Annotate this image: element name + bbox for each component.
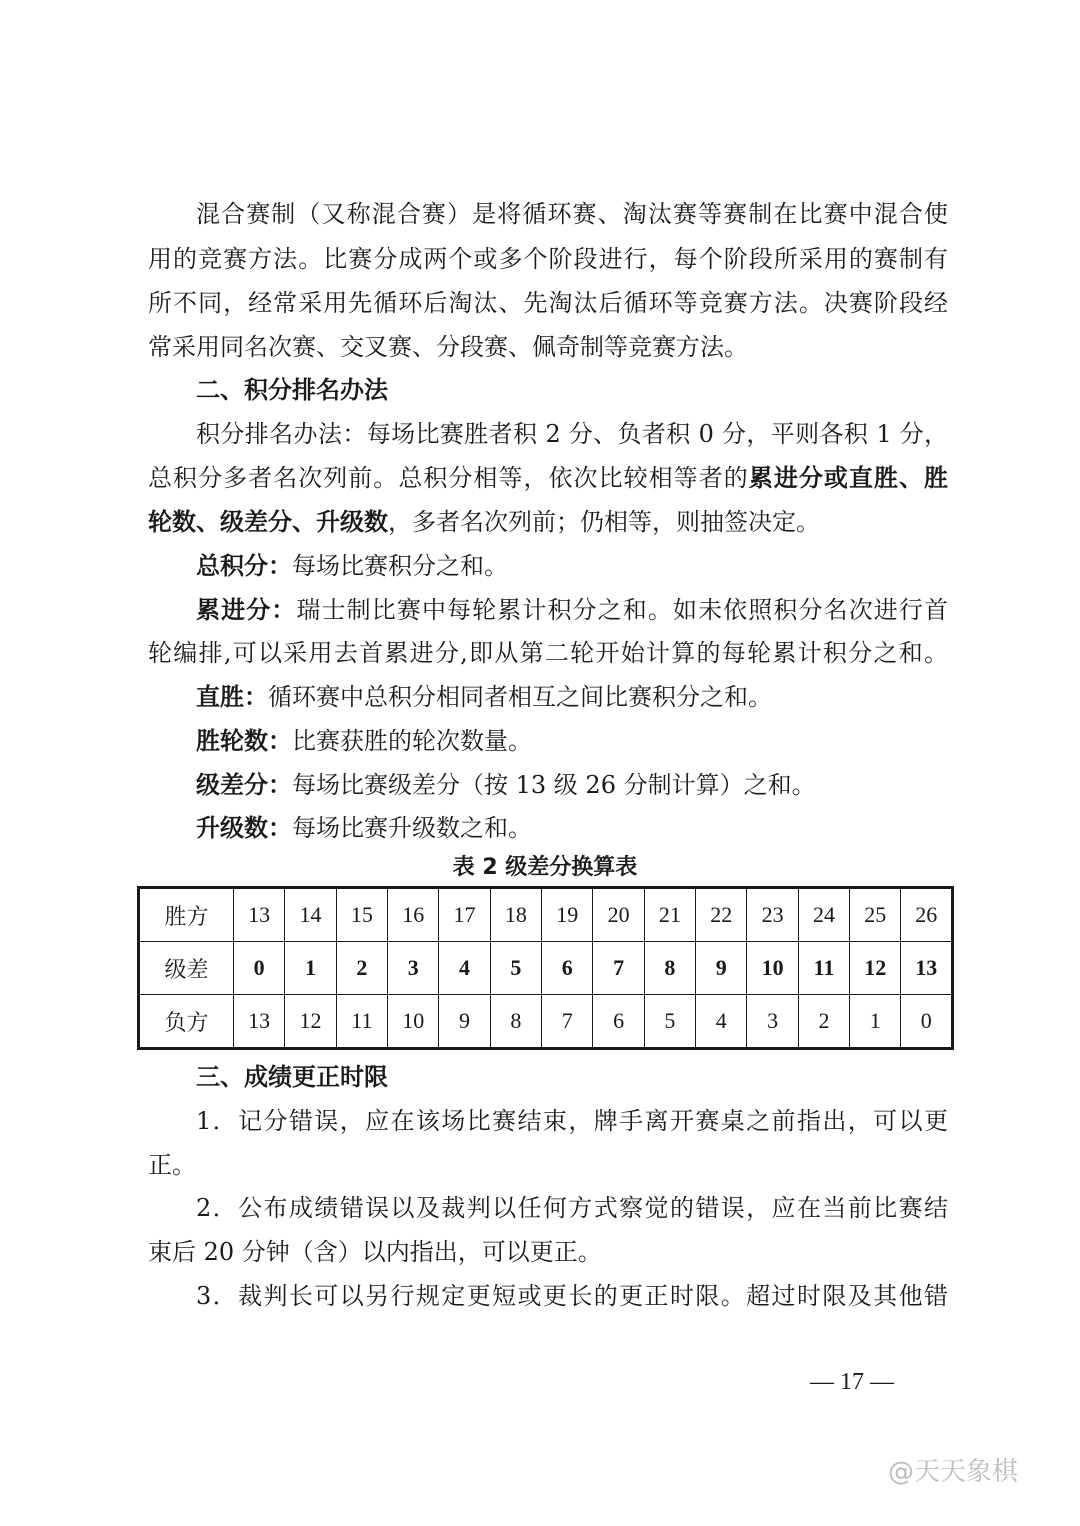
paragraph-line: 所不同，经常采用先循环后淘汰、先淘汰后循环等竞赛方法。决赛阶段经 bbox=[148, 289, 948, 317]
paragraph-line: 正。 bbox=[148, 1151, 196, 1179]
paragraph-line: 2．公布成绩错误以及裁判以任何方式察觉的错误，应在当前比赛结 bbox=[196, 1194, 948, 1222]
table-cell: 2 bbox=[798, 995, 849, 1049]
table-cell: 8 bbox=[490, 995, 541, 1049]
table-cell: 10 bbox=[747, 942, 798, 995]
table-cell: 26 bbox=[901, 888, 953, 942]
paragraph-line: 混合赛制（又称混合赛）是将循环赛、淘汰赛等赛制在比赛中混合使 bbox=[196, 200, 948, 228]
table-cell: 12 bbox=[285, 995, 336, 1049]
row-header: 级差 bbox=[139, 942, 234, 995]
table-cell: 6 bbox=[542, 942, 593, 995]
definition-text: 瑞士制比赛中每轮累计积分之和。如未依照积分名次进行首 bbox=[296, 596, 949, 624]
definition-line bbox=[196, 544, 948, 588]
table-cell: 16 bbox=[388, 888, 439, 942]
table-cell: 21 bbox=[644, 888, 695, 942]
definition-text: 每场比赛升级数之和。 bbox=[292, 814, 532, 842]
paragraph-line bbox=[148, 500, 948, 544]
table-cell: 13 bbox=[901, 942, 953, 995]
paragraph-line: 3．裁判长可以另行规定更短或更长的更正时限。超过时限及其他错 bbox=[196, 1282, 948, 1310]
row-header: 胜方 bbox=[139, 888, 234, 942]
loser-row bbox=[139, 995, 953, 1049]
paragraph-line: 积分排名办法：每场比赛胜者积 2 分、负者积 0 分，平则各积 1 分， bbox=[196, 420, 948, 448]
table-cell: 4 bbox=[439, 942, 490, 995]
table-cell: 1 bbox=[285, 942, 336, 995]
table-cell: 2 bbox=[336, 942, 387, 995]
paragraph-line: 用的竞赛方法。比赛分成两个或多个阶段进行，每个阶段所采用的赛制有 bbox=[148, 245, 948, 273]
definition-term: 总积分： bbox=[196, 552, 292, 580]
definition-term: 升级数： bbox=[196, 814, 292, 842]
table-cell: 3 bbox=[388, 942, 439, 995]
difference-row bbox=[139, 942, 953, 995]
watermark: @天天象棋 bbox=[888, 1457, 1019, 1487]
table-cell: 10 bbox=[388, 995, 439, 1049]
paragraph-text: ，多者名次列前；仍相等，则抽签决定。 bbox=[388, 508, 820, 536]
table-cell: 24 bbox=[798, 888, 849, 942]
table-cell: 13 bbox=[234, 888, 285, 942]
bold-text: 累进分或直胜、胜 bbox=[748, 464, 949, 492]
table-cell: 9 bbox=[696, 942, 747, 995]
table-cell: 11 bbox=[336, 995, 387, 1049]
table-cell: 8 bbox=[644, 942, 695, 995]
table-caption: 表 2 级差分换算表 bbox=[452, 855, 638, 880]
paragraph-line: 常采用同名次赛、交叉赛、分段赛、佩奇制等竞赛方法。 bbox=[148, 333, 748, 361]
table-cell: 7 bbox=[542, 995, 593, 1049]
paragraph-line: 1．记分错误，应在该场比赛结束，牌手离开赛桌之前指出，可以更 bbox=[196, 1107, 948, 1135]
section-heading: 二、积分排名办法 bbox=[196, 376, 388, 404]
definition-term: 直胜： bbox=[196, 683, 268, 711]
table-cell: 5 bbox=[644, 995, 695, 1049]
table-cell: 0 bbox=[901, 995, 953, 1049]
table-cell: 17 bbox=[439, 888, 490, 942]
table-cell: 15 bbox=[336, 888, 387, 942]
table-cell: 23 bbox=[747, 888, 798, 942]
table-cell: 3 bbox=[747, 995, 798, 1049]
definition-line bbox=[196, 806, 948, 850]
grade-difference-table bbox=[137, 886, 954, 1050]
definition-line: 轮编排,可以采用去首累进分,即从第二轮开始计算的每轮累计积分之和。 bbox=[148, 639, 948, 667]
definition-line bbox=[196, 675, 948, 719]
table-cell: 22 bbox=[696, 888, 747, 942]
table-cell: 6 bbox=[593, 995, 644, 1049]
table-cell: 12 bbox=[850, 942, 901, 995]
table-cell: 1 bbox=[850, 995, 901, 1049]
paragraph-line bbox=[148, 456, 948, 500]
table-cell: 19 bbox=[542, 888, 593, 942]
table-cell: 25 bbox=[850, 888, 901, 942]
definition-text: 比赛获胜的轮次数量。 bbox=[292, 727, 532, 755]
definition-term: 累进分： bbox=[196, 596, 297, 624]
definition-line bbox=[196, 719, 948, 763]
table-cell: 0 bbox=[234, 942, 285, 995]
table-cell: 5 bbox=[490, 942, 541, 995]
definition-term: 级差分： bbox=[196, 771, 292, 799]
table-cell: 14 bbox=[285, 888, 336, 942]
definition-term: 胜轮数： bbox=[196, 727, 292, 755]
definition-text: 每场比赛积分之和。 bbox=[292, 552, 508, 580]
row-header: 负方 bbox=[139, 995, 234, 1049]
definition-line bbox=[196, 588, 948, 632]
bold-text: 轮数、级差分、升级数 bbox=[148, 508, 388, 536]
definition-text: 循环赛中总积分相同者相互之间比赛积分之和。 bbox=[268, 683, 772, 711]
definition-line bbox=[196, 763, 948, 807]
paragraph-text: 总积分多者名次列前。总积分相等，依次比较相等者的 bbox=[148, 464, 749, 492]
table-cell: 18 bbox=[490, 888, 541, 942]
section-heading: 三、成绩更正时限 bbox=[196, 1063, 388, 1091]
definition-text: 每场比赛级差分（按 13 级 26 分制计算）之和。 bbox=[292, 771, 816, 799]
paragraph-line: 束后 20 分钟（含）以内指出，可以更正。 bbox=[148, 1238, 602, 1266]
table-cell: 20 bbox=[593, 888, 644, 942]
table-cell: 11 bbox=[798, 942, 849, 995]
page-number: — 17 — bbox=[810, 1369, 894, 1395]
table-cell: 13 bbox=[234, 995, 285, 1049]
winner-row bbox=[139, 888, 953, 942]
table-cell: 4 bbox=[696, 995, 747, 1049]
table-cell: 7 bbox=[593, 942, 644, 995]
table-cell: 9 bbox=[439, 995, 490, 1049]
